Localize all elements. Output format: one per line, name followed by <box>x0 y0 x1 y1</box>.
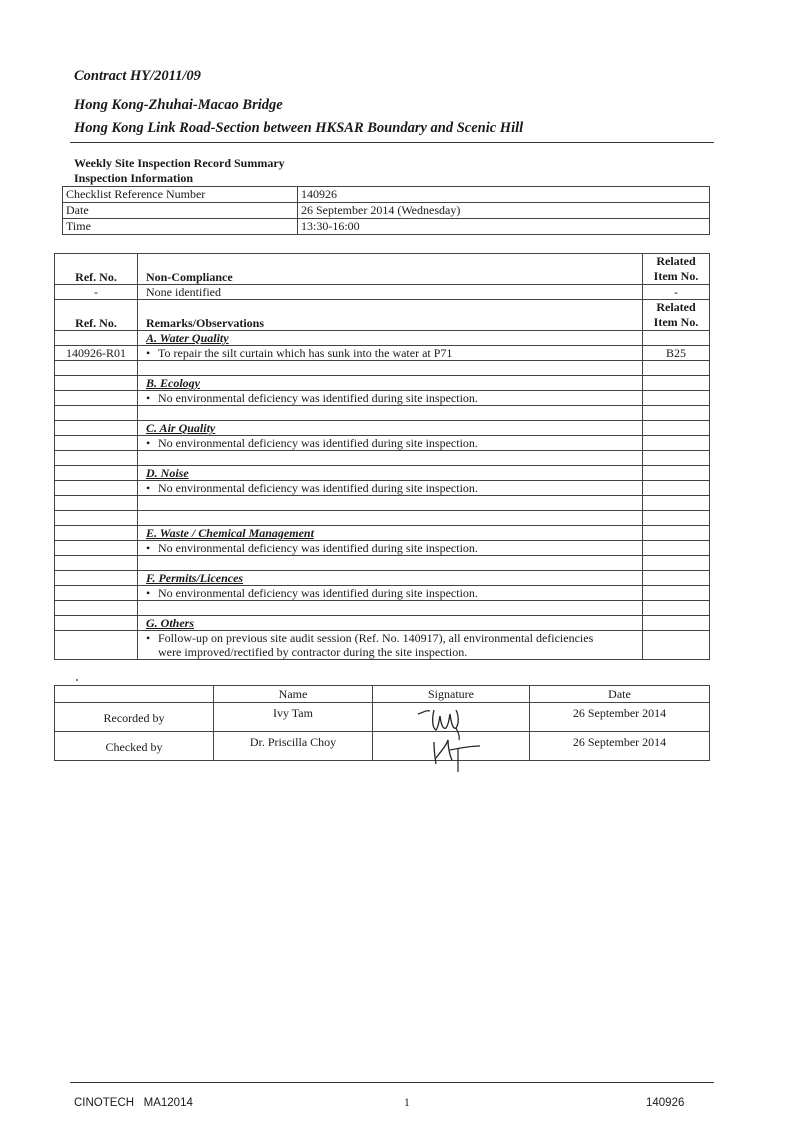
summary-title: Weekly Site Inspection Record Summary <box>74 156 285 170</box>
remark-row <box>55 346 710 361</box>
ref-header: Ref. No. <box>55 254 138 285</box>
remark-row <box>55 436 710 451</box>
related-header <box>643 254 710 285</box>
blank-row <box>55 451 710 466</box>
signoff-table <box>54 685 710 761</box>
handwritten-signature-icon <box>412 700 492 774</box>
remark-text: No environmental deficiency was identified during site inspection. <box>158 391 478 405</box>
remark-text: No environmental deficiency was identified during site inspection. <box>158 541 478 555</box>
remark-text: No environmental deficiency was identified during site inspection. <box>158 586 478 600</box>
noncompliance-row <box>55 285 710 300</box>
noncompliance-related: - <box>643 285 710 300</box>
remark-ref <box>55 436 138 451</box>
remark-row <box>55 391 710 406</box>
signoff-date: 26 September 2014 <box>530 732 710 761</box>
info-row <box>63 187 710 203</box>
info-value: 140926 <box>298 187 710 203</box>
info-row <box>63 219 710 235</box>
remark-row <box>55 541 710 556</box>
signoff-role: Checked by <box>55 732 214 761</box>
remark-text-cell <box>138 586 643 601</box>
signoff-name: Ivy Tam <box>214 703 373 732</box>
remark-ref: 140926-R01 <box>55 346 138 361</box>
category-row <box>55 571 710 586</box>
footer-divider <box>70 1082 714 1083</box>
category-title: C. Air Quality <box>138 421 643 436</box>
related-header-line2: Item No. <box>653 269 699 283</box>
remark-related <box>643 391 710 406</box>
blank-row <box>55 496 710 511</box>
remark-row <box>55 586 710 601</box>
info-label: Checklist Reference Number <box>63 187 298 203</box>
footer-reference: 140926 <box>646 1097 685 1109</box>
signoff-date-header: Date <box>530 686 710 703</box>
remark-text: were improved/rectified by contractor during the site inspection. <box>158 645 468 659</box>
related-header-line1: Related <box>656 254 696 268</box>
remark-row <box>55 481 710 496</box>
inspection-findings-table <box>54 253 710 660</box>
category-title: E. Waste / Chemical Management <box>138 526 643 541</box>
signoff-role-header <box>55 686 214 703</box>
remark-text-cell <box>138 541 643 556</box>
category-row <box>55 376 710 391</box>
info-label: Date <box>63 203 298 219</box>
bullet-icon: • <box>146 541 151 555</box>
remarks-header: Remarks/Observations <box>138 300 643 331</box>
inspection-info-title: Inspection Information <box>74 171 194 185</box>
inspection-info-table <box>62 186 710 235</box>
signoff-name-header: Name <box>214 686 373 703</box>
signoff-row <box>55 703 710 732</box>
category-title: G. Others <box>138 616 643 631</box>
info-row <box>63 203 710 219</box>
category-row <box>55 331 710 346</box>
remark-related: B25 <box>643 346 710 361</box>
related-header-line2: Item No. <box>653 315 699 329</box>
bullet-icon: • <box>146 631 151 645</box>
remark-row <box>55 631 710 660</box>
noncompliance-ref: - <box>55 285 138 300</box>
remark-ref <box>55 391 138 406</box>
remark-ref <box>55 631 138 660</box>
remark-related <box>643 436 710 451</box>
remark-related <box>643 541 710 556</box>
category-row <box>55 421 710 436</box>
noncompliance-header-row <box>55 254 710 285</box>
signoff-header-row <box>55 686 710 703</box>
bullet-icon: • <box>146 436 151 450</box>
signoff-signature-header: Signature <box>373 686 530 703</box>
remark-ref <box>55 586 138 601</box>
bullet-icon: • <box>146 481 151 495</box>
related-header <box>643 300 710 331</box>
info-value: 26 September 2014 (Wednesday) <box>298 203 710 219</box>
remark-text-cell <box>138 481 643 496</box>
header-divider <box>70 142 714 143</box>
blank-row <box>55 511 710 526</box>
contract-number: Contract HY/2011/09 <box>74 68 201 84</box>
signoff-row <box>55 732 710 761</box>
remark-ref <box>55 541 138 556</box>
remark-line <box>146 645 639 659</box>
category-row <box>55 526 710 541</box>
remark-related <box>643 481 710 496</box>
footer-company: CINOTECH MA12014 <box>74 1097 193 1109</box>
remark-text: No environmental deficiency was identified during site inspection. <box>158 436 478 450</box>
signoff-name: Dr. Priscilla Choy <box>214 732 373 761</box>
remark-line <box>146 631 639 645</box>
stray-mark <box>76 679 78 681</box>
related-header-line1: Related <box>656 300 696 314</box>
remark-related <box>643 631 710 660</box>
remark-text-cell <box>138 346 643 361</box>
signoff-date: 26 September 2014 <box>530 703 710 732</box>
remark-text-cell <box>138 631 643 660</box>
footer-page-number: 1 <box>404 1097 410 1109</box>
remark-text-cell <box>138 391 643 406</box>
blank-row <box>55 406 710 421</box>
category-title: A. Water Quality <box>138 331 643 346</box>
ref-header: Ref. No. <box>55 300 138 331</box>
category-title: B. Ecology <box>138 376 643 391</box>
remark-text: To repair the silt curtain which has sunk into the water at P71 <box>158 346 453 360</box>
remarks-header-row <box>55 300 710 331</box>
category-row <box>55 616 710 631</box>
blank-row <box>55 361 710 376</box>
blank-row <box>55 601 710 616</box>
category-title: D. Noise <box>138 466 643 481</box>
category-row <box>55 466 710 481</box>
category-title: F. Permits/Licences <box>138 571 643 586</box>
noncompliance-desc: None identified <box>138 285 643 300</box>
remark-text-cell <box>138 436 643 451</box>
blank-row <box>55 556 710 571</box>
remark-text: Follow-up on previous site audit session (Ref. No. 140917), all environmental deficiencies <box>158 631 594 645</box>
info-label: Time <box>63 219 298 235</box>
bullet-icon: • <box>146 391 151 405</box>
remark-ref <box>55 481 138 496</box>
remark-related <box>643 586 710 601</box>
project-title: Hong Kong-Zhuhai-Macao Bridge <box>74 97 283 113</box>
section-title: Hong Kong Link Road-Section between HKSAR Boundary and Scenic Hill <box>74 120 524 136</box>
noncompliance-header: Non-Compliance <box>138 254 643 285</box>
info-value: 13:30-16:00 <box>298 219 710 235</box>
signoff-role: Recorded by <box>55 703 214 732</box>
remark-text: No environmental deficiency was identified during site inspection. <box>158 481 478 495</box>
bullet-icon: • <box>146 346 151 360</box>
bullet-icon: • <box>146 586 151 600</box>
